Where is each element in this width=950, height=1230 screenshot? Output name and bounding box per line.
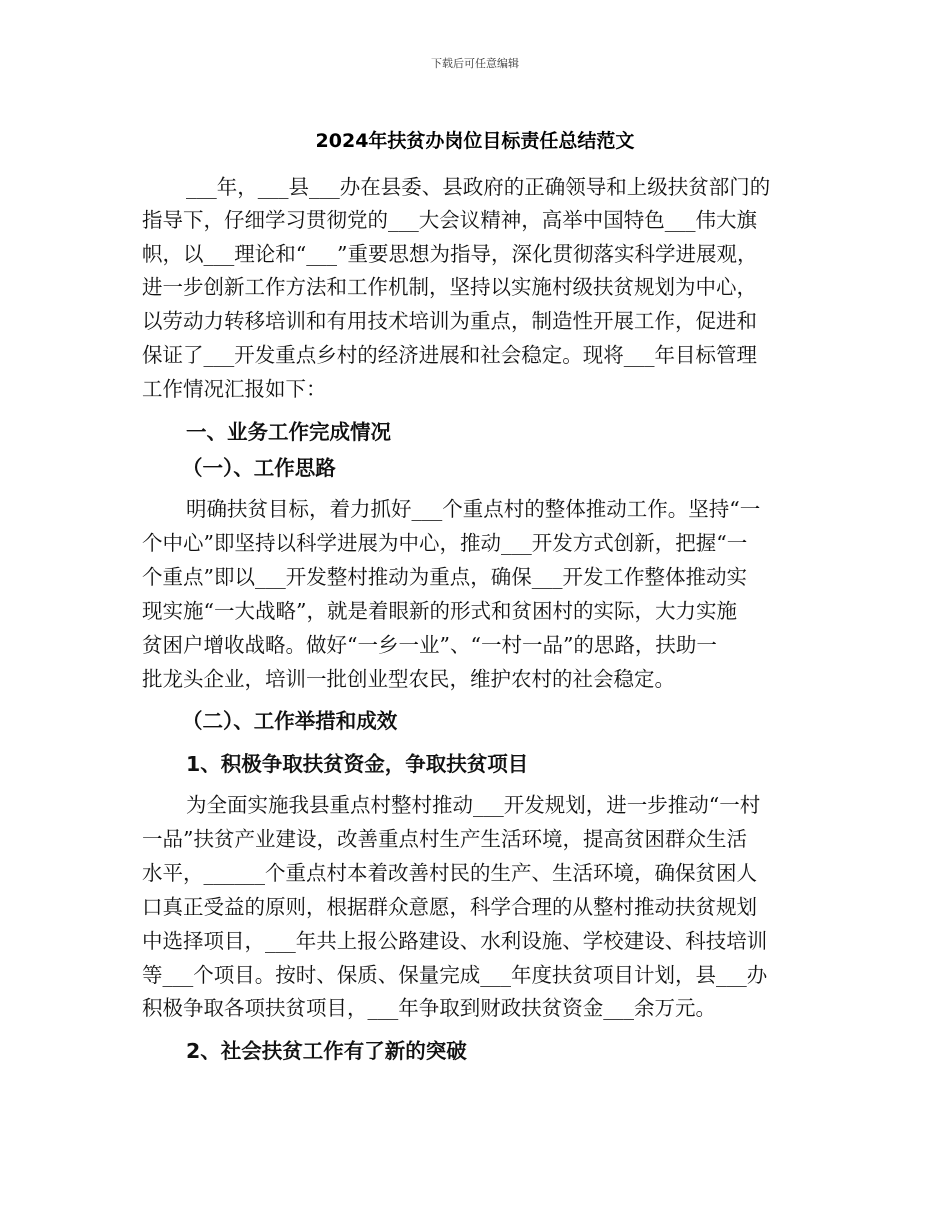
paragraph-line — [0, 665, 950, 693]
paragraph-line — [0, 859, 950, 887]
line-text: （二）、工作举措和成效 — [182, 709, 398, 733]
line-text: 个中心”即坚持以科学进展为中心，推动___开发方式创新，把握“一 — [142, 531, 748, 555]
paragraph-line — [0, 240, 950, 268]
paragraph-line — [0, 893, 950, 921]
paragraph-line — [0, 273, 950, 301]
line-text: 1、积极争取扶贫资金，争取扶贫项目 — [186, 752, 529, 776]
line-text: 明确扶贫目标，着力抓好___个重点村的整体推动工作。坚持“一 — [186, 497, 761, 521]
line-text: 指导下，仔细学习贯彻党的___大会议精神，高举中国特色___伟大旗 — [142, 208, 757, 232]
line-text: ___年，___县___办在县委、县政府的正确领导和上级扶贫部门的 — [186, 175, 771, 199]
line-text: 帜，以___理论和“___”重要思想为指导，深化贯彻落实科学进展观， — [142, 242, 758, 266]
header-note: 下载后可任意编辑 — [431, 57, 519, 70]
line-text: 2、社会扶贫工作有了新的突破 — [186, 1039, 467, 1063]
paragraph-line — [0, 994, 950, 1022]
paragraph-line — [0, 825, 950, 853]
line-text: 现实施“一大战略”，就是着眼新的形式和贫困村的实际，大力实施 — [142, 599, 737, 623]
line-text: 进一步创新工作方法和工作机制，坚持以实施村级扶贫规划为中心， — [142, 275, 757, 299]
paragraph-first-line — [0, 173, 950, 201]
paragraph-line — [0, 597, 950, 625]
line-text: 中选择项目，___年共上报公路建设、水利设施、学校建设、科技培训 — [142, 929, 768, 953]
line-text: 批龙头企业，培训一批创业型农民，维护农村的社会稳定。 — [142, 667, 675, 691]
line-text: 保证了___开发重点乡村的经济进展和社会稳定。现将___年目标管理 — [142, 343, 757, 367]
line-text: 为全面实施我县重点村整村推动___开发规划，进一步推动“一村 — [186, 793, 761, 817]
paragraph-first-line — [0, 791, 950, 819]
line-text: 以劳动力转移培训和有用技术培训为重点，制造性开展工作，促进和 — [142, 309, 757, 333]
line-text: （一）、工作思路 — [182, 456, 336, 480]
paragraph-first-line — [0, 495, 950, 523]
section-heading — [0, 1037, 950, 1065]
subsection-heading — [0, 454, 950, 482]
line-text: 水平，______个重点村本着改善村民的生产、生活环境，确保贫困人 — [142, 861, 757, 885]
paragraph-line — [0, 529, 950, 557]
paragraph-line — [0, 563, 950, 591]
line-text: 一品”扶贫产业建设，改善重点村生产生活环境，提高贫困群众生活 — [142, 827, 747, 851]
line-text: 口真正受益的原则，根据群众意愿，科学合理的从整村推动扶贫规划 — [142, 895, 757, 919]
document-title: 2024年扶贫办岗位目标责任总结范文 — [315, 130, 635, 152]
line-text: 一、业务工作完成情况 — [186, 420, 391, 444]
line-text: 工作情况汇报如下： — [142, 377, 327, 401]
line-text: 等___个项目。按时、保质、保量完成___年度扶贫项目计划，县___办 — [142, 963, 768, 987]
subsection-heading — [0, 707, 950, 735]
paragraph-line — [0, 961, 950, 989]
section-heading — [0, 750, 950, 778]
paragraph-line — [0, 341, 950, 369]
paragraph-line — [0, 631, 950, 659]
paragraph-line — [0, 927, 950, 955]
section-heading — [0, 418, 950, 446]
paragraph-line — [0, 375, 950, 403]
line-text: 个重点”即以___开发整村推动为重点，确保___开发工作整体推动实 — [142, 565, 747, 589]
line-text: 积极争取各项扶贫项目，___年争取到财政扶贫资金___余万元。 — [142, 996, 716, 1020]
line-text: 贫困户增收战略。做好“一乡一业”、“一村一品”的思路，扶助一 — [142, 633, 717, 657]
paragraph-line — [0, 307, 950, 335]
paragraph-line — [0, 206, 950, 234]
